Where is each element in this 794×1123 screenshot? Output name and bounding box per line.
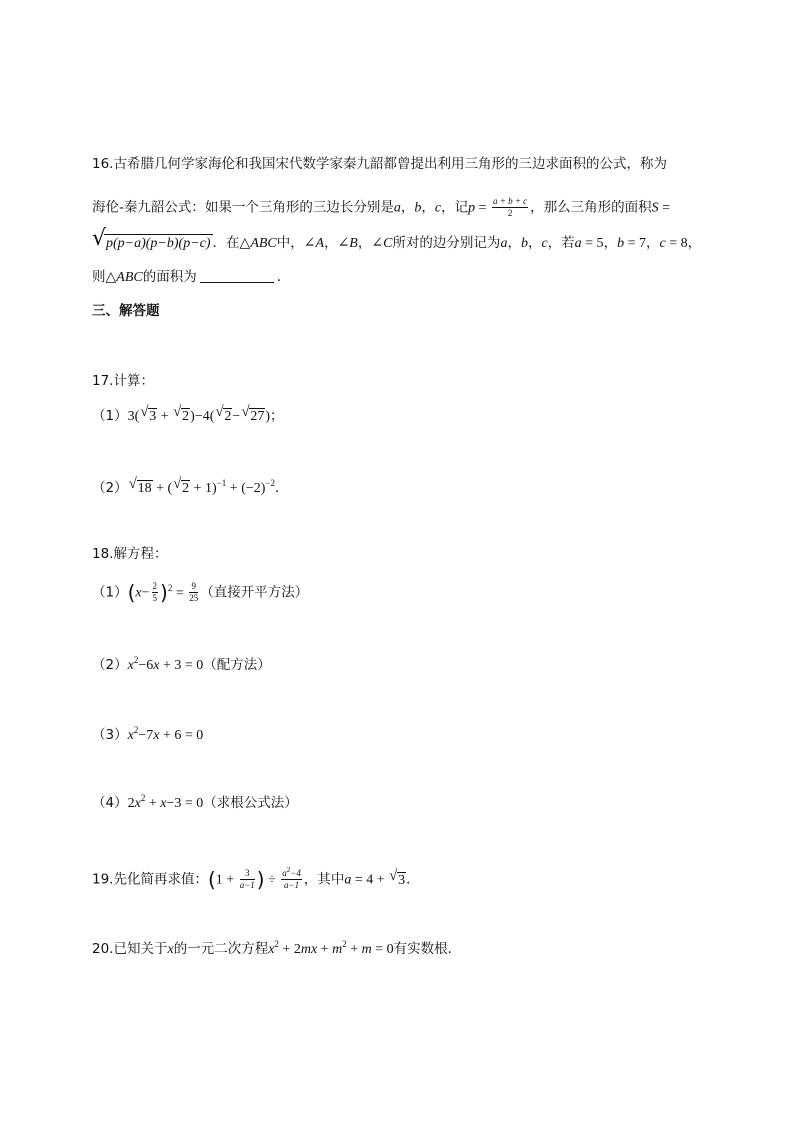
q16-line3-text-b: 中，: [276, 235, 304, 251]
q16-line4-text-c: ．: [276, 269, 291, 285]
q16-line1: 16.古希腊几何学家海伦和我国宋代数学家秦九韶都曾提出利用三角形的三边求面积的公式，称为: [92, 156, 667, 172]
q16-line3-text-c: 所对的边分别记为: [392, 235, 501, 251]
p-fraction: $\frac{a + b + c}{2}$: [493, 196, 528, 218]
q16-line3-text-a: ．在: [212, 235, 240, 251]
q18-part1-note: （直接开平方法）: [200, 584, 309, 601]
q18-title: 18.解方程：: [92, 546, 168, 562]
q18-part3-label: （3）: [92, 727, 128, 743]
q16-line2-text-c: ，那么三角形的面积: [530, 199, 652, 216]
q18-part4: $(4)2x^2 + x-3 = 0$（求根公式法）: [92, 793, 298, 811]
q16-line4: 则△ABC的面积为 ．: [92, 269, 291, 285]
q20-text-b: 的一元二次方程: [173, 941, 269, 957]
q17-title: 17.计算：: [92, 373, 154, 389]
q18-part3: $(3)x^2-7x + 6 = 0$: [92, 725, 204, 743]
q17-part1: （1）3( √ 3 + √ 2)−4( √ 2− √ 27)；: [92, 404, 284, 424]
var-abc: a: [393, 200, 401, 216]
q17-part2-label: （2）: [92, 480, 128, 496]
q18-part1-label: （1）: [92, 584, 128, 601]
q20: 20.已知关于x的一元二次方程$x^2 + 2mx + m^2 + m = 0$有实数根．: [92, 939, 462, 957]
q18-part4-note: （求根公式法）: [203, 795, 298, 811]
q20-text-c: 有实数根．: [393, 941, 462, 957]
q19-title: 19.先化简再求值：: [92, 871, 208, 888]
q16-line4-text-a: 则: [92, 269, 106, 285]
q16-line2-text-b: ，记: [441, 199, 469, 216]
q18-part2: $(2)x^2-6x + 3 = 0$（配方法）: [92, 655, 271, 673]
q19-end: ．: [406, 871, 420, 888]
section-title: 三、解答题: [92, 303, 160, 319]
q18-part1: （1）(x− $\frac{2}{5}$ )$^2$ = $\frac{9}{25}$ （直接开平方法）: [92, 580, 309, 605]
heron-formula: √ p(p−a)(p−b)(p−c): [92, 226, 211, 251]
answer-blank[interactable]: [200, 272, 274, 283]
q20-text-a: 20.已知关于: [92, 941, 168, 957]
q17-part1-end: ；: [269, 408, 284, 424]
q16-line4-text-b: 的面积为: [142, 269, 197, 285]
q19-mid: ，其中: [303, 871, 345, 888]
q16-line3: √ p(p−a)(p−b)(p−c) ．在△ABC中，∠A，∠B，∠C所对的边分别记为a，b，c，若a = 5，b = 7，c = 8，: [92, 226, 702, 251]
q17-part2-end: ．: [275, 480, 289, 496]
q16-line2: 海伦-秦九韶公式：如果一个三角形的三边长分别是a，b，c，记p = $\frac{a + b + c}{2}$ ，那么三角形的面积S =: [92, 196, 671, 218]
q18-part2-note: （配方法）: [203, 657, 271, 673]
q17-part2: （2） √ 18 + ( √ $2 + 1)^{-1} + (-2)^{-2}$．: [92, 476, 289, 496]
q18-part2-label: （2）: [92, 657, 128, 673]
q16-line3-text-d: ，若: [547, 235, 575, 251]
q19: 19.先化简再求值：(1 + $\frac{3}{a-1}$ ) ÷ $\frac{a^2-4}{a-1}$ ，其中a = 4 + √ 3．: [92, 866, 420, 892]
q17-part1-label: （1）: [92, 408, 128, 424]
q18-part4-label: （4）: [92, 795, 128, 811]
q16-line2-text-a: 海伦-秦九韶公式：如果一个三角形的三边长分别是: [92, 199, 394, 216]
